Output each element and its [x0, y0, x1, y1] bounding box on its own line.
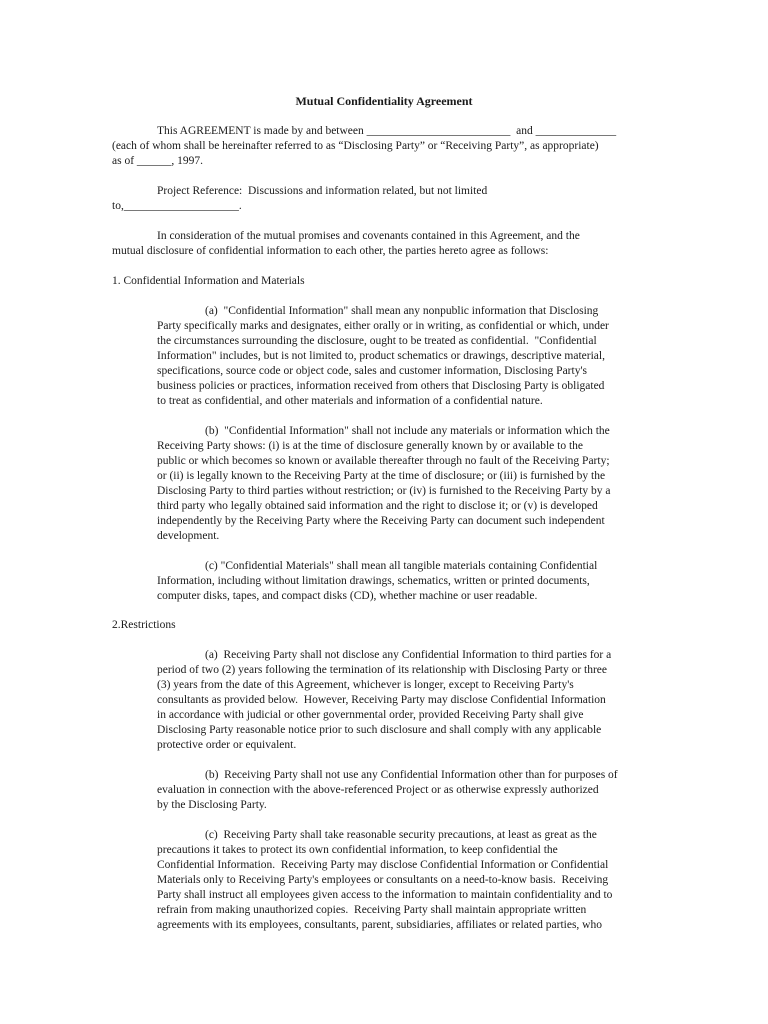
clause-line: development.: [157, 530, 220, 542]
clause-line: (3) years from the date of this Agreement, whichever is longer, except to Receiving Party's: [157, 679, 574, 691]
clause-line: business policies or practices, information received from others that Disclosing Party is obligated: [157, 380, 605, 392]
clause-line: Materials only to Receiving Party's employees or consultants on a need-to-know basis. Receiving: [157, 874, 609, 886]
clause-line: precautions it takes to protect its own confidential information, to keep confidential the: [157, 844, 558, 856]
clause-line: agreements with its employees, consultants, parent, subsidiaries, affiliates or related parties, who: [157, 919, 602, 931]
clause-line: Party shall instruct all employees given access to the information to maintain confidentiality and to: [157, 889, 613, 901]
clause-line: or (ii) is legally known to the Receiving Party at the time of disclosure; or (iii) is furnished by the: [157, 470, 606, 482]
clause-line: consultants as provided below. However, Receiving Party may disclose Confidential Information: [157, 694, 606, 706]
clause-line: Confidential Information. Receiving Party may disclose Confidential Information or Confidential: [157, 859, 609, 871]
clause-line: Disclosing Party reasonable notice prior to such disclosure and shall comply with any applicable: [157, 724, 602, 736]
clause-line: (b) "Confidential Information" shall not include any materials or information which the: [205, 425, 610, 437]
clause-line: period of two (2) years following the termination of its relationship with Disclosing Party or three: [157, 664, 608, 676]
clause-line: Disclosing Party to third parties without restriction; or (iv) is furnished to the Receiving Party by a: [157, 485, 611, 497]
document-title: Mutual Confidentiality Agreement: [295, 94, 473, 108]
clause-line: (a) Receiving Party shall not disclose any Confidential Information to third parties for a: [205, 649, 612, 661]
clause-line: by the Disclosing Party.: [157, 799, 267, 811]
intro-line: This AGREEMENT is made by and between _________________________ and ______________: [157, 125, 617, 137]
clause-line: public or which becomes so known or available thereafter through no fault of the Receiving Party;: [157, 455, 610, 467]
intro-line: as of ______, 1997.: [112, 155, 204, 167]
consideration-line: mutual disclosure of confidential information to each other, the parties hereto agree as follows:: [112, 245, 549, 257]
clause-line: computer disks, tapes, and compact disks (CD), whether machine or user readable.: [157, 590, 538, 602]
clause-line: (a) "Confidential Information" shall mean any nonpublic information that Disclosing: [205, 305, 599, 317]
clause-line: Party specifically marks and designates, either orally or in writing, as confidential or which, under: [157, 320, 609, 332]
section-heading: 2.Restrictions: [112, 619, 176, 631]
clause-line: third party who legally obtained said information and the right to disclose it; or (v) is developed: [157, 500, 598, 512]
clause-line: Information" includes, but is not limited to, product schematics or drawings, descriptive material,: [157, 350, 605, 362]
project-reference-line: to,____________________.: [112, 200, 242, 212]
intro-line: (each of whom shall be hereinafter referred to as “Disclosing Party” or “Receiving Party”, as appropriate): [112, 140, 599, 152]
clause-line: protective order or equivalent.: [157, 739, 297, 751]
clause-line: refrain from making unauthorized copies. Receiving Party shall maintain appropriate written: [157, 904, 587, 916]
clause-line: the circumstances surrounding the disclosure, ought to be treated as confidential. "Confidential: [157, 335, 597, 347]
clause-line: in accordance with judicial or other governmental order, provided Receiving Party shall give: [157, 709, 584, 721]
section-heading: 1. Confidential Information and Materials: [112, 275, 305, 287]
clause-line: specifications, source code or object code, sales and customer information, Disclosing Party's: [157, 365, 588, 377]
clause-line: to treat as confidential, and other materials and information of a confidential nature.: [157, 395, 543, 407]
clause-line: Receiving Party shows: (i) is at the time of disclosure generally known by or available to the: [157, 440, 584, 452]
consideration-line: In consideration of the mutual promises and covenants contained in this Agreement, and the: [157, 230, 580, 242]
clause-line: (c) "Confidential Materials" shall mean all tangible materials containing Confidential: [205, 560, 598, 572]
clause-line: (c) Receiving Party shall take reasonable security precautions, at least as great as the: [205, 829, 597, 841]
project-reference-line: Project Reference: Discussions and information related, but not limited: [157, 185, 488, 197]
clause-line: Information, including without limitation drawings, schematics, written or printed documents,: [157, 575, 590, 587]
clause-line: evaluation in connection with the above-referenced Project or as otherwise expressly authorized: [157, 784, 599, 796]
clause-line: independently by the Receiving Party where the Receiving Party can document such independent: [157, 515, 605, 527]
clause-line: (b) Receiving Party shall not use any Confidential Information other than for purposes of: [205, 769, 618, 781]
